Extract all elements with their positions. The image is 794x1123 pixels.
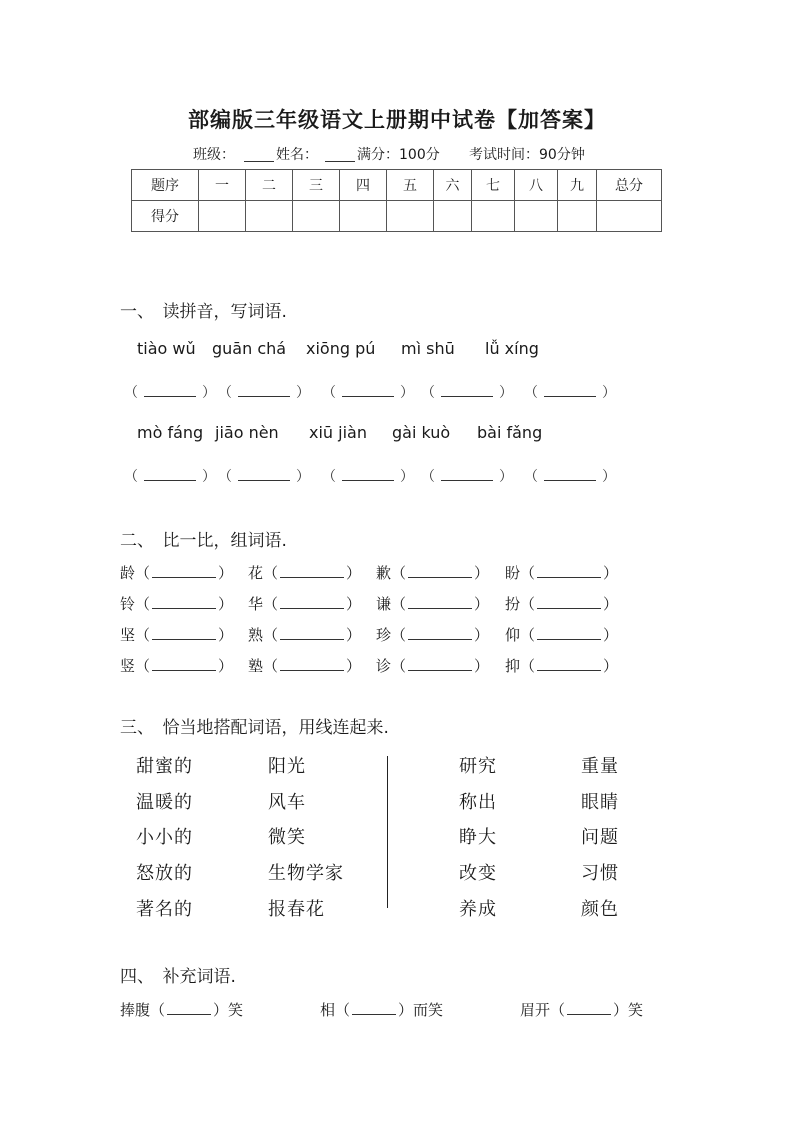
match-word[interactable]: 睁大 xyxy=(459,827,497,848)
pinyin-item: gài kuò xyxy=(392,423,451,442)
section1-heading: 一、 读拼音，写词语. xyxy=(120,302,287,322)
name-label: 姓名： xyxy=(276,147,318,163)
answer-blank[interactable]: （ ） xyxy=(218,469,310,485)
section3-heading: 三、 恰当地搭配词语，用线连起来. xyxy=(120,718,389,738)
compare-item[interactable]: 熟（ ） xyxy=(248,626,362,644)
full-score: 满分：100分 xyxy=(357,147,440,163)
page-title: 部编版三年级语文上册期中试卷【加答案】 xyxy=(188,108,606,132)
compare-item[interactable]: 谦（ ） xyxy=(376,595,490,613)
match-word[interactable]: 眼睛 xyxy=(581,792,619,813)
compare-item[interactable]: 盼（ ） xyxy=(505,564,619,582)
compare-item[interactable]: 扮（ ） xyxy=(505,595,619,613)
score-header-cell: 七 xyxy=(472,170,515,201)
answer-blank[interactable]: （ ） xyxy=(524,469,616,485)
compare-item[interactable]: 抑（ ） xyxy=(505,657,619,675)
pinyin-item: bài fǎng xyxy=(477,423,543,442)
score-cell[interactable] xyxy=(246,201,293,232)
compare-item[interactable]: 花（ ） xyxy=(248,564,362,582)
section4-heading: 四、 补充词语. xyxy=(120,967,236,987)
match-word[interactable]: 改变 xyxy=(459,863,497,884)
score-cell[interactable] xyxy=(597,201,662,232)
score-cell[interactable] xyxy=(558,201,597,232)
compare-item[interactable]: 诊（ ） xyxy=(376,657,490,675)
score-row-label: 得分 xyxy=(132,201,199,232)
compare-item[interactable]: 珍（ ） xyxy=(376,626,490,644)
score-header-cell: 五 xyxy=(387,170,434,201)
compare-item[interactable]: 塾（ ） xyxy=(248,657,362,675)
score-cell[interactable] xyxy=(293,201,340,232)
answer-blank[interactable]: （ ） xyxy=(421,469,513,485)
pinyin-item: tiào wǔ xyxy=(137,339,196,358)
column-divider xyxy=(387,756,388,908)
pinyin-item: mì shū xyxy=(401,339,455,358)
score-table xyxy=(131,169,662,232)
match-word[interactable]: 习惯 xyxy=(581,863,619,884)
answer-blank[interactable]: （ ） xyxy=(322,469,414,485)
answer-blank[interactable]: （ ） xyxy=(218,385,310,401)
score-cell[interactable] xyxy=(515,201,558,232)
match-word[interactable]: 微笑 xyxy=(268,827,306,848)
match-word[interactable]: 著名的 xyxy=(136,899,193,920)
score-cell[interactable] xyxy=(434,201,472,232)
score-table-header-row xyxy=(132,170,662,201)
match-word[interactable]: 养成 xyxy=(459,899,497,920)
score-header-cell: 总分 xyxy=(597,170,662,201)
idiom-fill[interactable]: 捧腹（ ）笑 xyxy=(120,1001,244,1019)
score-cell[interactable] xyxy=(472,201,515,232)
pinyin-item: jiāo nèn xyxy=(215,423,279,442)
score-header-cell: 四 xyxy=(340,170,387,201)
match-word[interactable]: 报春花 xyxy=(268,899,325,920)
match-word[interactable]: 研究 xyxy=(459,756,497,777)
score-header-cell: 九 xyxy=(558,170,597,201)
score-header-cell: 三 xyxy=(293,170,340,201)
match-word[interactable]: 小小的 xyxy=(136,827,193,848)
match-word[interactable]: 风车 xyxy=(268,792,306,813)
name-blank[interactable] xyxy=(325,147,355,162)
answer-blank[interactable]: （ ） xyxy=(124,469,216,485)
class-label: 班级： xyxy=(193,147,235,163)
score-table-score-row xyxy=(132,201,662,232)
compare-item[interactable]: 龄（ ） xyxy=(120,564,234,582)
compare-item[interactable]: 竖（ ） xyxy=(120,657,234,675)
score-cell[interactable] xyxy=(340,201,387,232)
compare-item[interactable]: 华（ ） xyxy=(248,595,362,613)
match-word[interactable]: 称出 xyxy=(459,792,497,813)
score-header-cell: 题序 xyxy=(132,170,199,201)
pinyin-item: lǚ xíng xyxy=(485,339,539,358)
match-word[interactable]: 问题 xyxy=(581,827,619,848)
match-word[interactable]: 怒放的 xyxy=(136,863,193,884)
idiom-fill[interactable]: 眉开（ ）笑 xyxy=(520,1001,644,1019)
compare-item[interactable]: 坚（ ） xyxy=(120,626,234,644)
answer-blank[interactable]: （ ） xyxy=(124,385,216,401)
score-cell[interactable] xyxy=(199,201,246,232)
class-blank[interactable] xyxy=(244,147,274,162)
score-header-cell: 八 xyxy=(515,170,558,201)
pinyin-item: mò fáng xyxy=(137,423,204,442)
compare-item[interactable]: 仰（ ） xyxy=(505,626,619,644)
pinyin-item: xiōng pú xyxy=(306,339,376,358)
match-word[interactable]: 甜蜜的 xyxy=(136,756,193,777)
exam-time: 考试时间：90分钟 xyxy=(469,147,585,163)
match-word[interactable]: 生物学家 xyxy=(268,863,344,884)
score-header-cell: 六 xyxy=(434,170,472,201)
answer-blank[interactable]: （ ） xyxy=(421,385,513,401)
section2-heading: 二、 比一比，组词语. xyxy=(120,531,287,551)
score-cell[interactable] xyxy=(387,201,434,232)
pinyin-item: guān chá xyxy=(212,339,287,358)
score-header-cell: 二 xyxy=(246,170,293,201)
pinyin-item: xiū jiàn xyxy=(309,423,367,442)
compare-item[interactable]: 歉（ ） xyxy=(376,564,490,582)
match-word[interactable]: 阳光 xyxy=(268,756,306,777)
score-header-cell: 一 xyxy=(199,170,246,201)
answer-blank[interactable]: （ ） xyxy=(322,385,414,401)
match-word[interactable]: 颜色 xyxy=(581,899,619,920)
idiom-fill[interactable]: 相（ ）而笑 xyxy=(320,1001,444,1019)
answer-blank[interactable]: （ ） xyxy=(524,385,616,401)
match-word[interactable]: 重量 xyxy=(581,756,619,777)
match-word[interactable]: 温暖的 xyxy=(136,792,193,813)
compare-item[interactable]: 铃（ ） xyxy=(120,595,234,613)
